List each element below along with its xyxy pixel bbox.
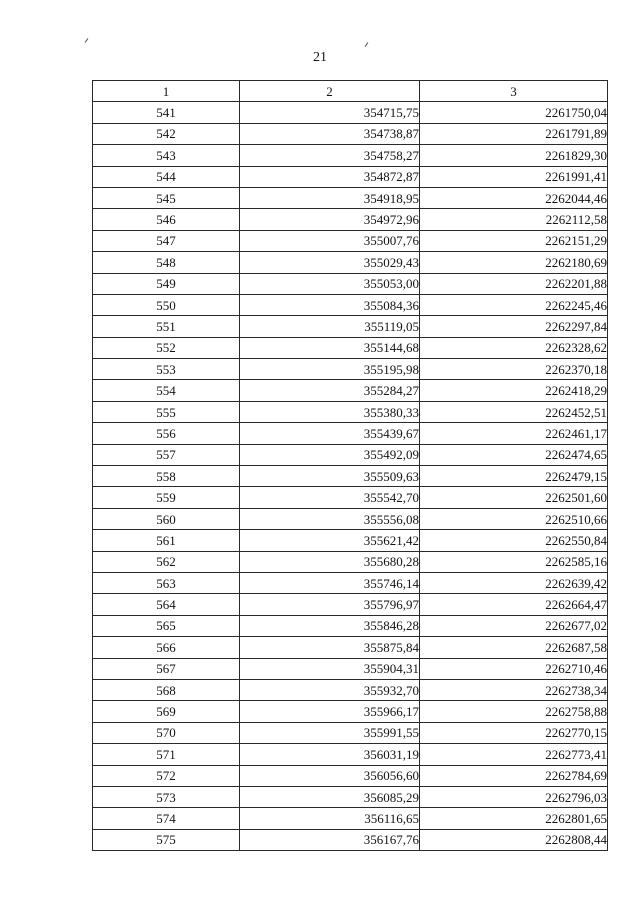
point-number-cell: 573	[93, 786, 240, 807]
column-header-1: 1	[93, 81, 240, 102]
x-coordinate-cell: 354715,75	[240, 102, 420, 123]
scan-speck	[365, 42, 369, 47]
x-coordinate-cell: 355492,09	[240, 444, 420, 465]
x-coordinate-cell: 354872,87	[240, 166, 420, 187]
point-number-cell: 543	[93, 145, 240, 166]
y-coordinate-cell: 2262418,29	[420, 380, 608, 401]
y-coordinate-cell: 2262773,41	[420, 744, 608, 765]
y-coordinate-cell: 2262151,29	[420, 230, 608, 251]
x-coordinate-cell: 354738,87	[240, 123, 420, 144]
y-coordinate-cell: 2262758,88	[420, 701, 608, 722]
y-coordinate-cell: 2262461,17	[420, 423, 608, 444]
y-coordinate-cell: 2262112,58	[420, 209, 608, 230]
coordinates-table	[92, 80, 608, 851]
x-coordinate-cell: 355053,00	[240, 273, 420, 294]
x-coordinate-cell: 355380,33	[240, 401, 420, 422]
table-row	[93, 744, 608, 765]
x-coordinate-cell: 355084,36	[240, 294, 420, 315]
table-row	[93, 294, 608, 315]
y-coordinate-cell: 2262808,44	[420, 829, 608, 850]
table-row	[93, 701, 608, 722]
column-header-3: 3	[420, 81, 608, 102]
table-row	[93, 615, 608, 636]
y-coordinate-cell: 2261829,30	[420, 145, 608, 166]
table-row	[93, 123, 608, 144]
point-number-cell: 553	[93, 359, 240, 380]
x-coordinate-cell: 355542,70	[240, 487, 420, 508]
y-coordinate-cell: 2262479,15	[420, 466, 608, 487]
x-coordinate-cell: 355119,05	[240, 316, 420, 337]
table-row	[93, 808, 608, 829]
y-coordinate-cell: 2262710,46	[420, 658, 608, 679]
table-row	[93, 102, 608, 123]
x-coordinate-cell: 355621,42	[240, 530, 420, 551]
y-coordinate-cell: 2262801,65	[420, 808, 608, 829]
table-row	[93, 273, 608, 294]
x-coordinate-cell: 356167,76	[240, 829, 420, 850]
x-coordinate-cell: 355932,70	[240, 679, 420, 700]
table-row	[93, 786, 608, 807]
table-row	[93, 658, 608, 679]
y-coordinate-cell: 2261750,04	[420, 102, 608, 123]
point-number-cell: 574	[93, 808, 240, 829]
x-coordinate-cell: 356031,19	[240, 744, 420, 765]
y-coordinate-cell: 2262664,47	[420, 594, 608, 615]
x-coordinate-cell: 356116,65	[240, 808, 420, 829]
point-number-cell: 563	[93, 572, 240, 593]
y-coordinate-cell: 2262585,16	[420, 551, 608, 572]
y-coordinate-cell: 2262501,60	[420, 487, 608, 508]
point-number-cell: 549	[93, 273, 240, 294]
point-number-cell: 544	[93, 166, 240, 187]
point-number-cell: 547	[93, 230, 240, 251]
table-row	[93, 359, 608, 380]
point-number-cell: 571	[93, 744, 240, 765]
point-number-cell: 560	[93, 508, 240, 529]
point-number-cell: 558	[93, 466, 240, 487]
point-number-cell: 548	[93, 252, 240, 273]
point-number-cell: 551	[93, 316, 240, 337]
table-row	[93, 508, 608, 529]
point-number-cell: 564	[93, 594, 240, 615]
page-number: 21	[313, 50, 327, 65]
table-row	[93, 594, 608, 615]
point-number-cell: 546	[93, 209, 240, 230]
x-coordinate-cell: 355904,31	[240, 658, 420, 679]
table-row	[93, 423, 608, 444]
table-header-row	[93, 81, 608, 102]
y-coordinate-cell: 2261991,41	[420, 166, 608, 187]
column-header-2: 2	[240, 81, 420, 102]
table-row	[93, 466, 608, 487]
y-coordinate-cell: 2262687,58	[420, 637, 608, 658]
table-row	[93, 637, 608, 658]
y-coordinate-cell: 2262550,84	[420, 530, 608, 551]
x-coordinate-cell: 355991,55	[240, 722, 420, 743]
table-row	[93, 187, 608, 208]
table-row	[93, 252, 608, 273]
x-coordinate-cell: 355796,97	[240, 594, 420, 615]
y-coordinate-cell: 2262328,62	[420, 337, 608, 358]
x-coordinate-cell: 355007,76	[240, 230, 420, 251]
y-coordinate-cell: 2262474,65	[420, 444, 608, 465]
table-row	[93, 829, 608, 850]
point-number-cell: 566	[93, 637, 240, 658]
x-coordinate-cell: 355966,17	[240, 701, 420, 722]
x-coordinate-cell: 354758,27	[240, 145, 420, 166]
table-row	[93, 166, 608, 187]
table-row	[93, 230, 608, 251]
y-coordinate-cell: 2262639,42	[420, 572, 608, 593]
point-number-cell: 559	[93, 487, 240, 508]
point-number-cell: 545	[93, 187, 240, 208]
point-number-cell: 550	[93, 294, 240, 315]
point-number-cell: 562	[93, 551, 240, 572]
point-number-cell: 552	[93, 337, 240, 358]
table-row	[93, 679, 608, 700]
y-coordinate-cell: 2262677,02	[420, 615, 608, 636]
table-row	[93, 765, 608, 786]
y-coordinate-cell: 2262044,46	[420, 187, 608, 208]
table-row	[93, 722, 608, 743]
y-coordinate-cell: 2262245,46	[420, 294, 608, 315]
point-number-cell: 567	[93, 658, 240, 679]
point-number-cell: 556	[93, 423, 240, 444]
point-number-cell: 557	[93, 444, 240, 465]
x-coordinate-cell: 354918,95	[240, 187, 420, 208]
y-coordinate-cell: 2262370,18	[420, 359, 608, 380]
point-number-cell: 561	[93, 530, 240, 551]
x-coordinate-cell: 355680,28	[240, 551, 420, 572]
x-coordinate-cell: 356085,29	[240, 786, 420, 807]
y-coordinate-cell: 2262770,15	[420, 722, 608, 743]
x-coordinate-cell: 354972,96	[240, 209, 420, 230]
x-coordinate-cell: 355029,43	[240, 252, 420, 273]
table-row	[93, 209, 608, 230]
x-coordinate-cell: 355556,08	[240, 508, 420, 529]
table-row	[93, 145, 608, 166]
point-number-cell: 569	[93, 701, 240, 722]
point-number-cell: 554	[93, 380, 240, 401]
scan-speck	[85, 38, 89, 43]
point-number-cell: 541	[93, 102, 240, 123]
x-coordinate-cell: 355846,28	[240, 615, 420, 636]
y-coordinate-cell: 2262796,03	[420, 786, 608, 807]
table-row	[93, 380, 608, 401]
table-row	[93, 530, 608, 551]
y-coordinate-cell: 2262784,69	[420, 765, 608, 786]
y-coordinate-cell: 2261791,89	[420, 123, 608, 144]
point-number-cell: 568	[93, 679, 240, 700]
point-number-cell: 555	[93, 401, 240, 422]
y-coordinate-cell: 2262201,88	[420, 273, 608, 294]
x-coordinate-cell: 356056,60	[240, 765, 420, 786]
point-number-cell: 570	[93, 722, 240, 743]
table-row	[93, 487, 608, 508]
x-coordinate-cell: 355509,63	[240, 466, 420, 487]
x-coordinate-cell: 355144,68	[240, 337, 420, 358]
point-number-cell: 542	[93, 123, 240, 144]
y-coordinate-cell: 2262180,69	[420, 252, 608, 273]
table-row	[93, 444, 608, 465]
table-row	[93, 401, 608, 422]
x-coordinate-cell: 355746,14	[240, 572, 420, 593]
table-row	[93, 337, 608, 358]
x-coordinate-cell: 355195,98	[240, 359, 420, 380]
table-body	[93, 102, 608, 851]
x-coordinate-cell: 355875,84	[240, 637, 420, 658]
table-row	[93, 572, 608, 593]
y-coordinate-cell: 2262452,51	[420, 401, 608, 422]
y-coordinate-cell: 2262510,66	[420, 508, 608, 529]
x-coordinate-cell: 355284,27	[240, 380, 420, 401]
x-coordinate-cell: 355439,67	[240, 423, 420, 444]
point-number-cell: 575	[93, 829, 240, 850]
point-number-cell: 565	[93, 615, 240, 636]
table-row	[93, 551, 608, 572]
y-coordinate-cell: 2262297,84	[420, 316, 608, 337]
y-coordinate-cell: 2262738,34	[420, 679, 608, 700]
table-row	[93, 316, 608, 337]
point-number-cell: 572	[93, 765, 240, 786]
